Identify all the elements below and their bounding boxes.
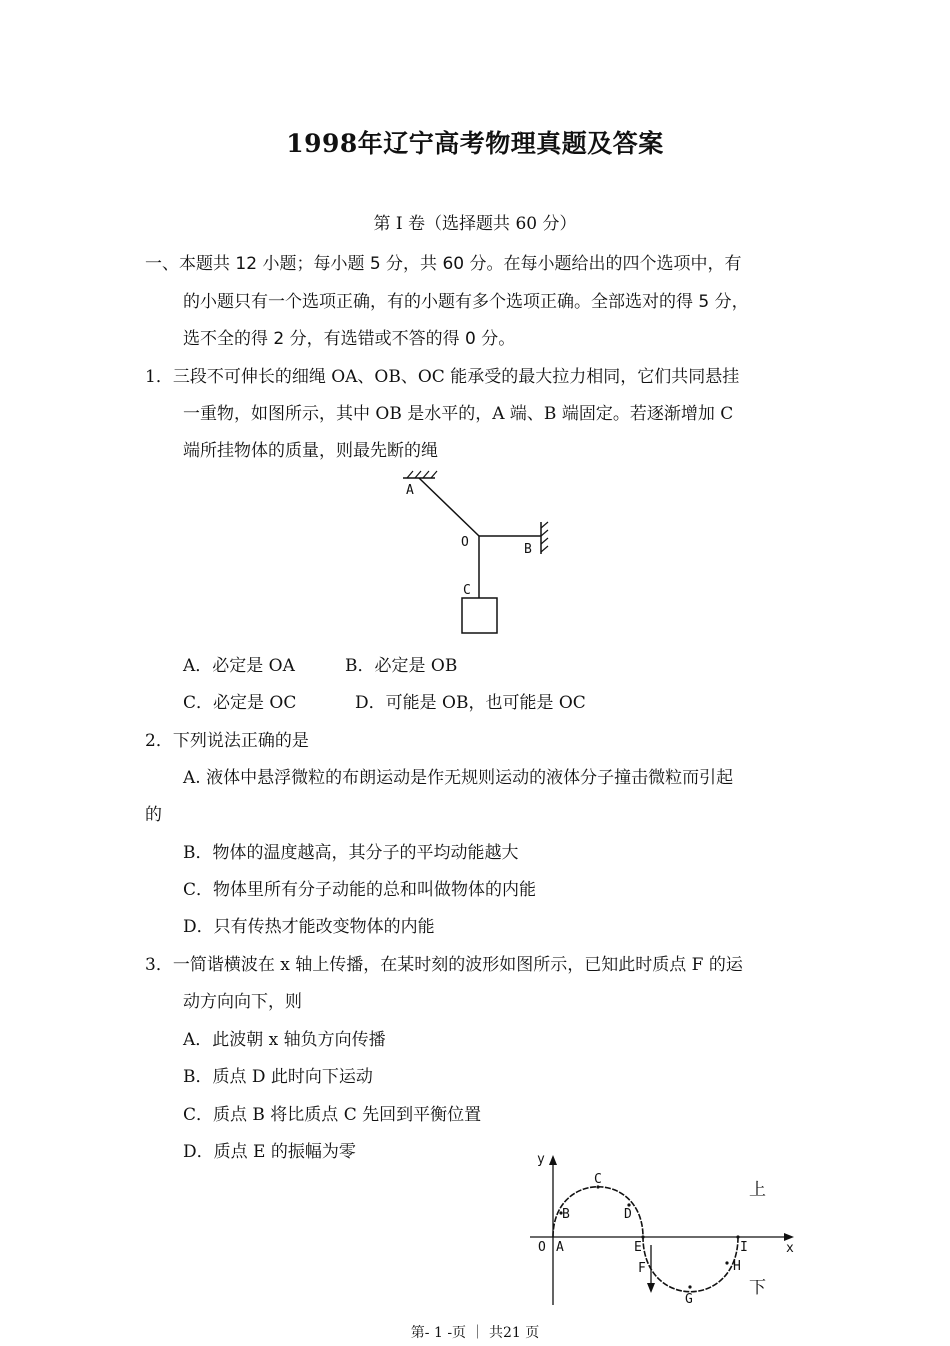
question-3-option-d: D．质点 E 的振幅为零 (183, 1142, 356, 1162)
question-3-option-a: A．此波朝 x 轴负方向传播 (183, 1030, 386, 1050)
question-3-option-c: C．质点 B 将比质点 C 先回到平衡位置 (183, 1105, 482, 1125)
question-2-option-c: C．物体里所有分子动能的总和叫做物体的内能 (183, 880, 537, 900)
label-point-h: H (733, 1259, 741, 1274)
wall-hatch (541, 522, 548, 552)
part-header: 第 I 卷（选择题共 60 分） (373, 214, 577, 234)
rope-oa (419, 478, 479, 536)
question-1-option-b: B．必定是 OB (345, 656, 458, 676)
section-instruction-line-1: 一、本题共 12 小题；每小题 5 分，共 60 分。在每小题给出的四个选项中，有 (145, 254, 742, 274)
question-1-line-2: 一重物，如图所示，其中 OB 是水平的，A 端、B 端固定。若逐渐增加 C (183, 404, 734, 424)
question-1-option-d: D．可能是 OB，也可能是 OC (355, 693, 586, 713)
question-2-option-a-line-2: 的 (145, 805, 162, 825)
y-axis-arrow (549, 1155, 557, 1165)
ceiling-hatch (407, 471, 437, 478)
label-up: 上 (749, 1180, 766, 1200)
question-1-line-1: 1．三段不可伸长的细绳 OA、OB、OC 能承受的最大拉力相同，它们共同悬挂 (145, 367, 740, 387)
label-point-a: A (556, 1240, 564, 1255)
wave-figure (520, 1145, 810, 1315)
label-point-d: D (624, 1207, 632, 1222)
label-point-e: E (634, 1240, 642, 1255)
question-1-option-a: A．必定是 OA (183, 656, 295, 676)
question-2-option-d: D．只有传热才能改变物体的内能 (183, 917, 435, 937)
label-o: O (461, 535, 469, 550)
question-3-option-b: B．质点 D 此时向下运动 (183, 1067, 373, 1087)
label-origin: O (538, 1240, 546, 1255)
label-x-axis: x (786, 1241, 794, 1256)
label-point-c: C (594, 1172, 602, 1187)
page-footer: 第- 1 -页 ｜ 共21 页 (410, 1325, 540, 1341)
question-2-stem: 2．下列说法正确的是 (145, 731, 309, 751)
question-2-option-b: B．物体的温度越高，其分子的平均动能越大 (183, 843, 519, 863)
label-point-g: G (685, 1292, 693, 1307)
section-instruction-line-3: 选不全的得 2 分，有选错或不答的得 0 分。 (183, 329, 516, 349)
question-3-line-2: 动方向向下，则 (183, 992, 302, 1012)
question-3-line-1: 3．一简谐横波在 x 轴上传播，在某时刻的波形如图所示，已知此时质点 F 的运 (145, 955, 743, 975)
label-y-axis: y (537, 1152, 545, 1167)
question-1-option-c: C．必定是 OC (183, 693, 297, 713)
velocity-arrow-f-head (647, 1283, 655, 1293)
label-a: A (406, 483, 414, 498)
string-tension-figure (395, 470, 565, 640)
label-point-f: F (638, 1261, 646, 1276)
x-axis-arrow (784, 1233, 794, 1241)
label-c: C (463, 583, 471, 598)
label-point-i: I (740, 1240, 748, 1255)
label-point-b: B (562, 1207, 570, 1222)
document-title: 1998年辽宁高考物理真题及答案 (286, 129, 664, 158)
label-down: 下 (749, 1278, 766, 1298)
label-b: B (524, 542, 532, 557)
section-instruction-line-2: 的小题只有一个选项正确，有的小题有多个选项正确。全部选对的得 5 分， (183, 292, 749, 312)
question-2-option-a-line-1: A. 液体中悬浮微粒的布朗运动是作无规则运动的液体分子撞击微粒而引起 (183, 768, 734, 788)
hanging-weight (462, 598, 497, 633)
question-1-line-3: 端所挂物体的质量，则最先断的绳 (183, 441, 438, 461)
wave-curve (553, 1187, 738, 1292)
